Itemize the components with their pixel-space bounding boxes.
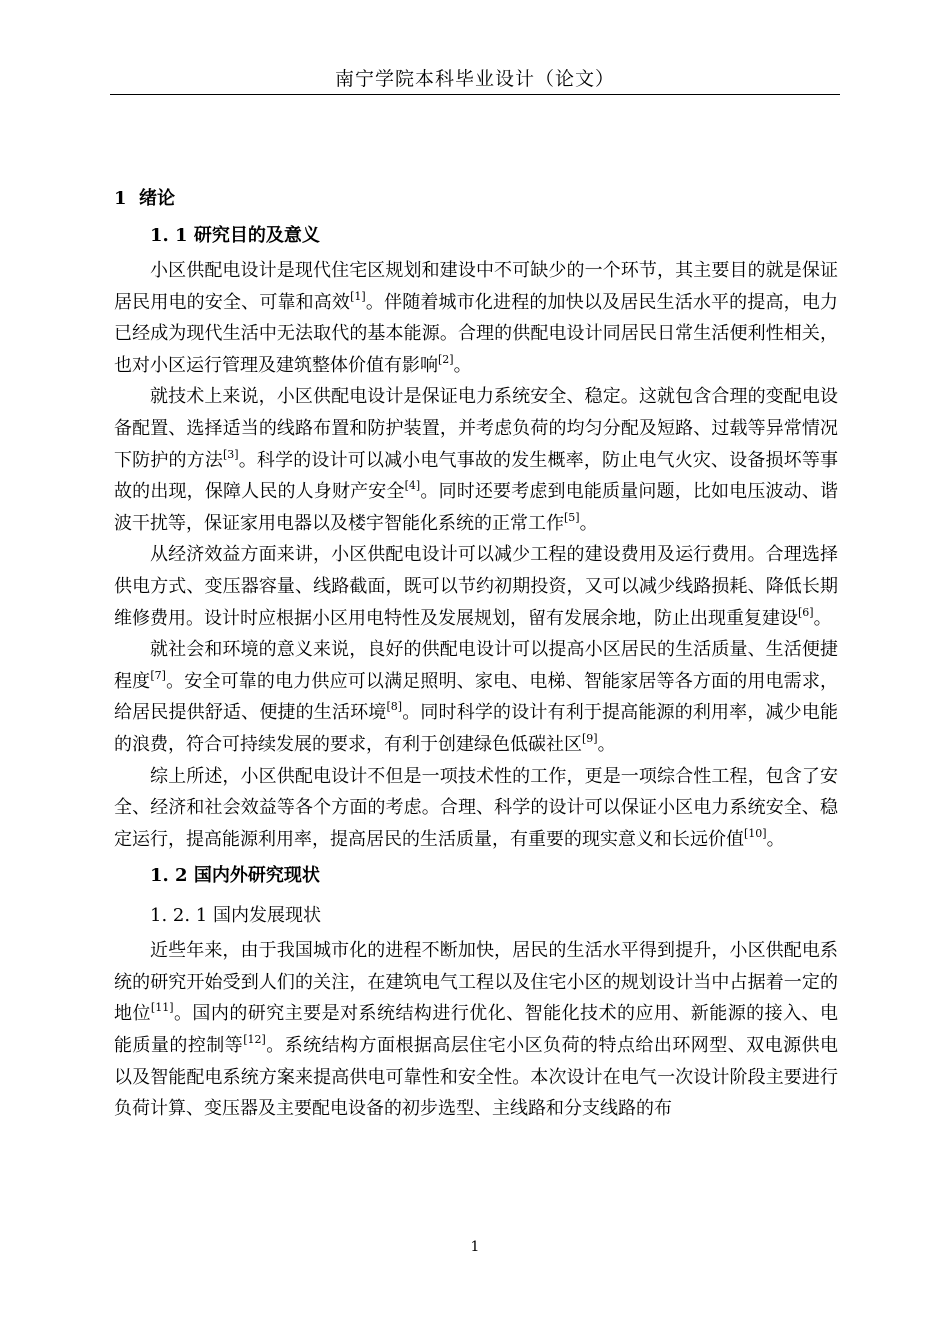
running-header: 南宁学院本科毕业设计（论文）	[334, 68, 615, 90]
paragraph-text: 。科学的设计可以减小电气事故的发生概率，防止电气火灾、设备损坏等事故的出现，保障人民的人身财产安全	[114, 449, 839, 503]
chapter-heading: 1 绪论	[114, 188, 176, 209]
paragraph	[114, 255, 838, 381]
paragraph-text: 。	[597, 733, 616, 755]
section-heading-1-1: 1. 1 研究目的及意义	[150, 225, 320, 246]
paragraph	[114, 634, 838, 760]
citation-marker: [12]	[243, 1033, 266, 1047]
paragraph-text: 就技术上来说，小区供配电设计是保证电力系统安全、稳定。这就包含合理的变配电设备配置、选择适当的线路布置和防护装置，并考虑负荷的均匀分配及短路、过载等异常情况下防护的方法	[114, 386, 838, 471]
citation-marker: [10]	[744, 826, 767, 840]
subsection-heading-1-2-1: 1. 2. 1 国内发展现状	[150, 905, 321, 927]
page-number: 1	[470, 1239, 480, 1255]
citation-marker: [7]	[150, 668, 166, 682]
paragraph-text: 。伴随着城市化进程的加快以及居民生活水平的提高，电力已经成为现代生活中无法取代的基本能源。合理的供配电设计同居民日常生活便利性相关，也对小区运行管理及建筑整体价值有影响	[114, 291, 839, 376]
paragraph	[114, 761, 838, 856]
citation-marker: [5]	[564, 510, 580, 524]
paragraph-text: 。	[813, 607, 832, 629]
paragraph-text: 小区供配电设计是现代住宅区规划和建设中不可缺少的一个环节，其主要目的就是保证居民用电的安全、可靠和高效	[114, 260, 838, 313]
paragraph-text: 。安全可靠的电力供应可以满足照明、家电、电梯、智能家居等各方面的用电需求，给居民提供舒适、便捷的生活环境	[114, 670, 839, 724]
paragraph-text: 综上所述，小区供配电设计不但是一项技术性的工作，更是一项综合性工程，包含了安全、经济和社会效益等各个方面的考虑。合理、科学的设计可以保证小区电力系统安全、稳定运行，提高能源利用率，提高居民的生活质量，有重要的现实意义和长远价值	[114, 765, 838, 850]
paragraph-text: 。同时还要考虑到电能质量问题，比如电压波动、谐波干扰等，保证家用电器以及楼宇智能化系统的正常工作	[114, 481, 839, 534]
paragraph-text: 。	[766, 828, 785, 850]
paragraph-text: 近些年来，由于我国城市化的进程不断加快，居民的生活水平得到提升，小区供配电系统的研究开始受到人们的关注，在建筑电气工程以及住宅小区的规划设计当中占据着一定的地位	[114, 940, 838, 1025]
document-body	[114, 183, 838, 1125]
paragraph-text: 。	[453, 354, 472, 376]
citation-marker: [11]	[150, 1001, 174, 1015]
citation-marker: [3]	[223, 447, 239, 461]
citation-marker: [9]	[582, 731, 598, 745]
paragraph-text: 。国内的研究主要是对系统结构进行优化、智能化技术的应用、新能源的接入、电能质量的控制等	[114, 1003, 839, 1057]
paragraph-text: 就社会和环境的意义来说，良好的供配电设计可以提高小区居民的生活质量、生活便捷程度	[114, 639, 838, 692]
paragraph	[114, 935, 838, 1125]
citation-marker: [4]	[404, 479, 421, 493]
paragraph	[114, 539, 838, 634]
paragraph	[114, 381, 838, 539]
paragraph-text: 。系统结构方面根据高层住宅小区负荷的特点给出环网型、双电源供电以及智能配电系统方案来提高供电可靠性和安全性。本次设计在电气一次设计阶段主要进行负荷计算、变压器及主要配电设备的初步选型、主线路和分支线路的布	[114, 1035, 839, 1120]
paragraph-text: 。同时科学的设计有利于提高能源的利用率，减少电能的浪费，符合可持续发展的要求，有利于创建绿色低碳社区	[114, 702, 839, 755]
section-heading-1-2: 1. 2 国内外研究现状	[150, 865, 320, 887]
header-rule	[110, 94, 840, 95]
citation-marker: [8]	[386, 700, 403, 714]
paragraph-text: 。	[579, 512, 598, 534]
paragraph-text: 从经济效益方面来讲，小区供配电设计可以减少工程的建设费用及运行费用。合理选择供电方式、变压器容量、线路截面，既可以节约初期投资，又可以减少线路损耗、降低长期维修费用。设计时应根据小区用电特性及发展规划，留有发展余地，防止出现重复建设	[114, 544, 838, 629]
citation-marker: [1]	[350, 289, 366, 303]
citation-marker: [6]	[798, 605, 814, 619]
citation-marker: [2]	[438, 352, 454, 366]
